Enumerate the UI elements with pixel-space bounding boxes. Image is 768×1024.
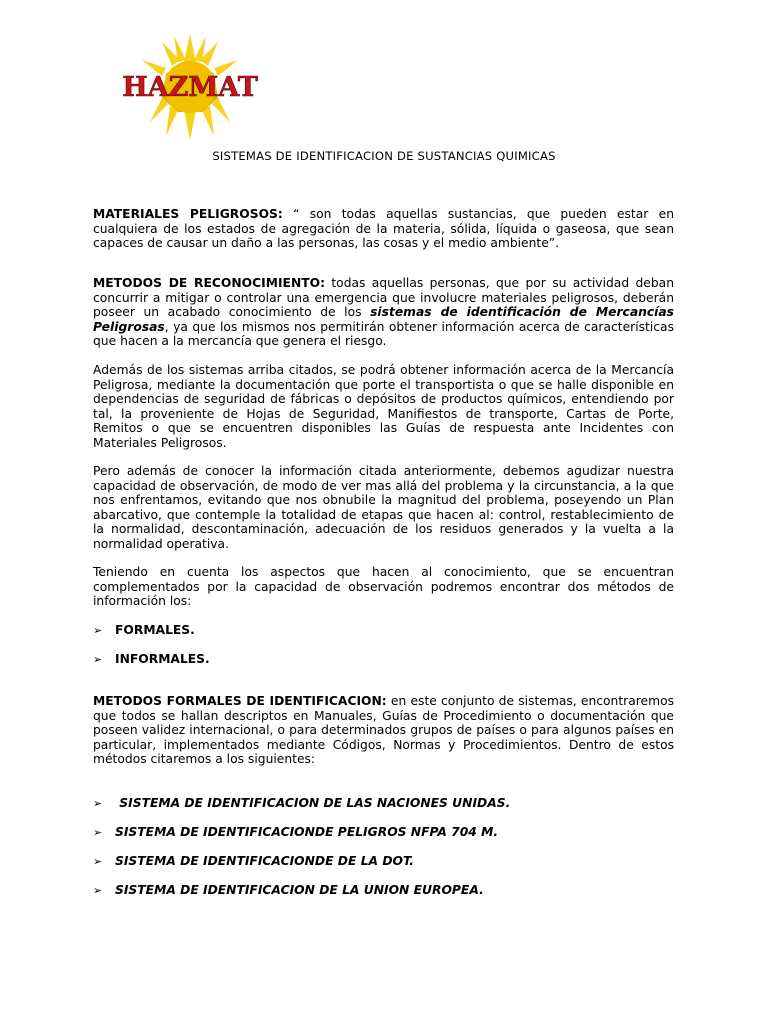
paragraph-pero-ademas: Pero además de conocer la información citada anteriormente, debemos agudizar nuestra capacidad de observación, de modo de ver mas allá del problema y la circunstancia, a la que nos enfrentamos, evitando que nos obnubile la magnitud del problema, poseyendo un Plan abarcativo, que contemple la totalidad de etapas que hacen al: control, restablecimiento de la normalidad, descontaminación, adecuación de los residuos generados y la vuelta a la normalidad operativa. [93, 464, 674, 551]
paragraph-teniendo: Teniendo en cuenta los aspectos que hacen al conocimiento, que se encuentran complementados por la capacidad de observación podremos encontrar dos métodos de información los: [93, 565, 674, 609]
document-title: SISTEMAS DE IDENTIFICACION DE SUSTANCIAS QUIMICAS [212, 149, 556, 163]
list-item-union-europea: ➢ SISTEMA DE IDENTIFICACION DE LA UNION EUROPEA. [93, 883, 484, 897]
paragraph-ademas: Además de los sistemas arriba citados, se podrá obtener información acerca de la Mercancía Peligrosa, mediante la documentación que porte el transportista o que se halle disponible en dependencias de seguridad de fábricas o depósitos de productos químicos, entendiendo por tal, la proveniente de Hojas de Seguridad, Manifiestos de transporte, Cartas de Porte, Remitos o que se encuentren disponibles las Guías de respuesta ante Incidentes con Materiales Peligrosos. [93, 363, 674, 450]
emph-sistemas: sistemas de identificación de Mercancías Peligrosas [93, 305, 674, 334]
text-materiales: “ son todas aquellas sustancias, que pueden estar en cualquiera de los estados de agregación de la materia, sólida, líquida o gaseosa, que sean capaces de causar un daño a las personas, las cosas y el medio ambiente”. [93, 207, 674, 251]
list-item-naciones-unidas: ➢ SISTEMA DE IDENTIFICACION DE LAS NACIONES UNIDAS. [93, 796, 511, 810]
text-reconocimiento-a: todas aquellas personas, que por su actividad deban concurrir a mitigar o controlar una emergencia que involucre materiales peligrosos, deberán poseer un acabado conocimiento de los [93, 276, 674, 320]
arrow-bullet-icon: ➢ [93, 653, 103, 666]
arrow-bullet-icon: ➢ [93, 826, 103, 839]
list-item-informales: ➢ INFORMALES. [93, 652, 210, 666]
list-item-dot: ➢ SISTEMA DE IDENTIFICACIONDE DE LA DOT. [93, 854, 414, 868]
heading-metodos-formales: METODOS FORMALES DE IDENTIFICACION: [93, 694, 387, 708]
arrow-bullet-icon: ➢ [93, 855, 103, 868]
heading-metodos-reconocimiento: METODOS DE RECONOCIMIENTO: [93, 276, 325, 290]
heading-materiales: MATERIALES PELIGROSOS: [93, 207, 283, 221]
list-item-nfpa: ➢ SISTEMA DE IDENTIFICACIONDE PELIGROS NFPA 704 M. [93, 825, 499, 839]
text-metodos-formales: en este conjunto de sistemas, encontraremos que todos se hallan descriptos en Manuales, Guías de Procedimiento o documentación que poseen validez internacional, o para determinados grupos de países o para algunos países en particular, implementados mediante Códigos, Normas y Procedimientos. Dentro de estos métodos citaremos a los siguientes: [93, 694, 674, 767]
text-reconocimiento-b: , ya que los mismos nos permitirán obtener información acerca de características que hacen a la mercancía que genera el riesgo. [93, 319, 674, 349]
arrow-bullet-icon: ➢ [93, 884, 103, 897]
list-item-formales: ➢ FORMALES. [93, 623, 195, 637]
hazmat-logo [122, 32, 258, 142]
arrow-bullet-icon: ➢ [93, 797, 103, 810]
paragraph-metodos-formales [93, 694, 674, 767]
arrow-bullet-icon: ➢ [93, 624, 103, 637]
logo-wordmark: HAZMAT [122, 72, 258, 103]
paragraph-metodos-reconocimiento [93, 276, 674, 349]
paragraph-materiales-peligrosos [93, 207, 674, 251]
